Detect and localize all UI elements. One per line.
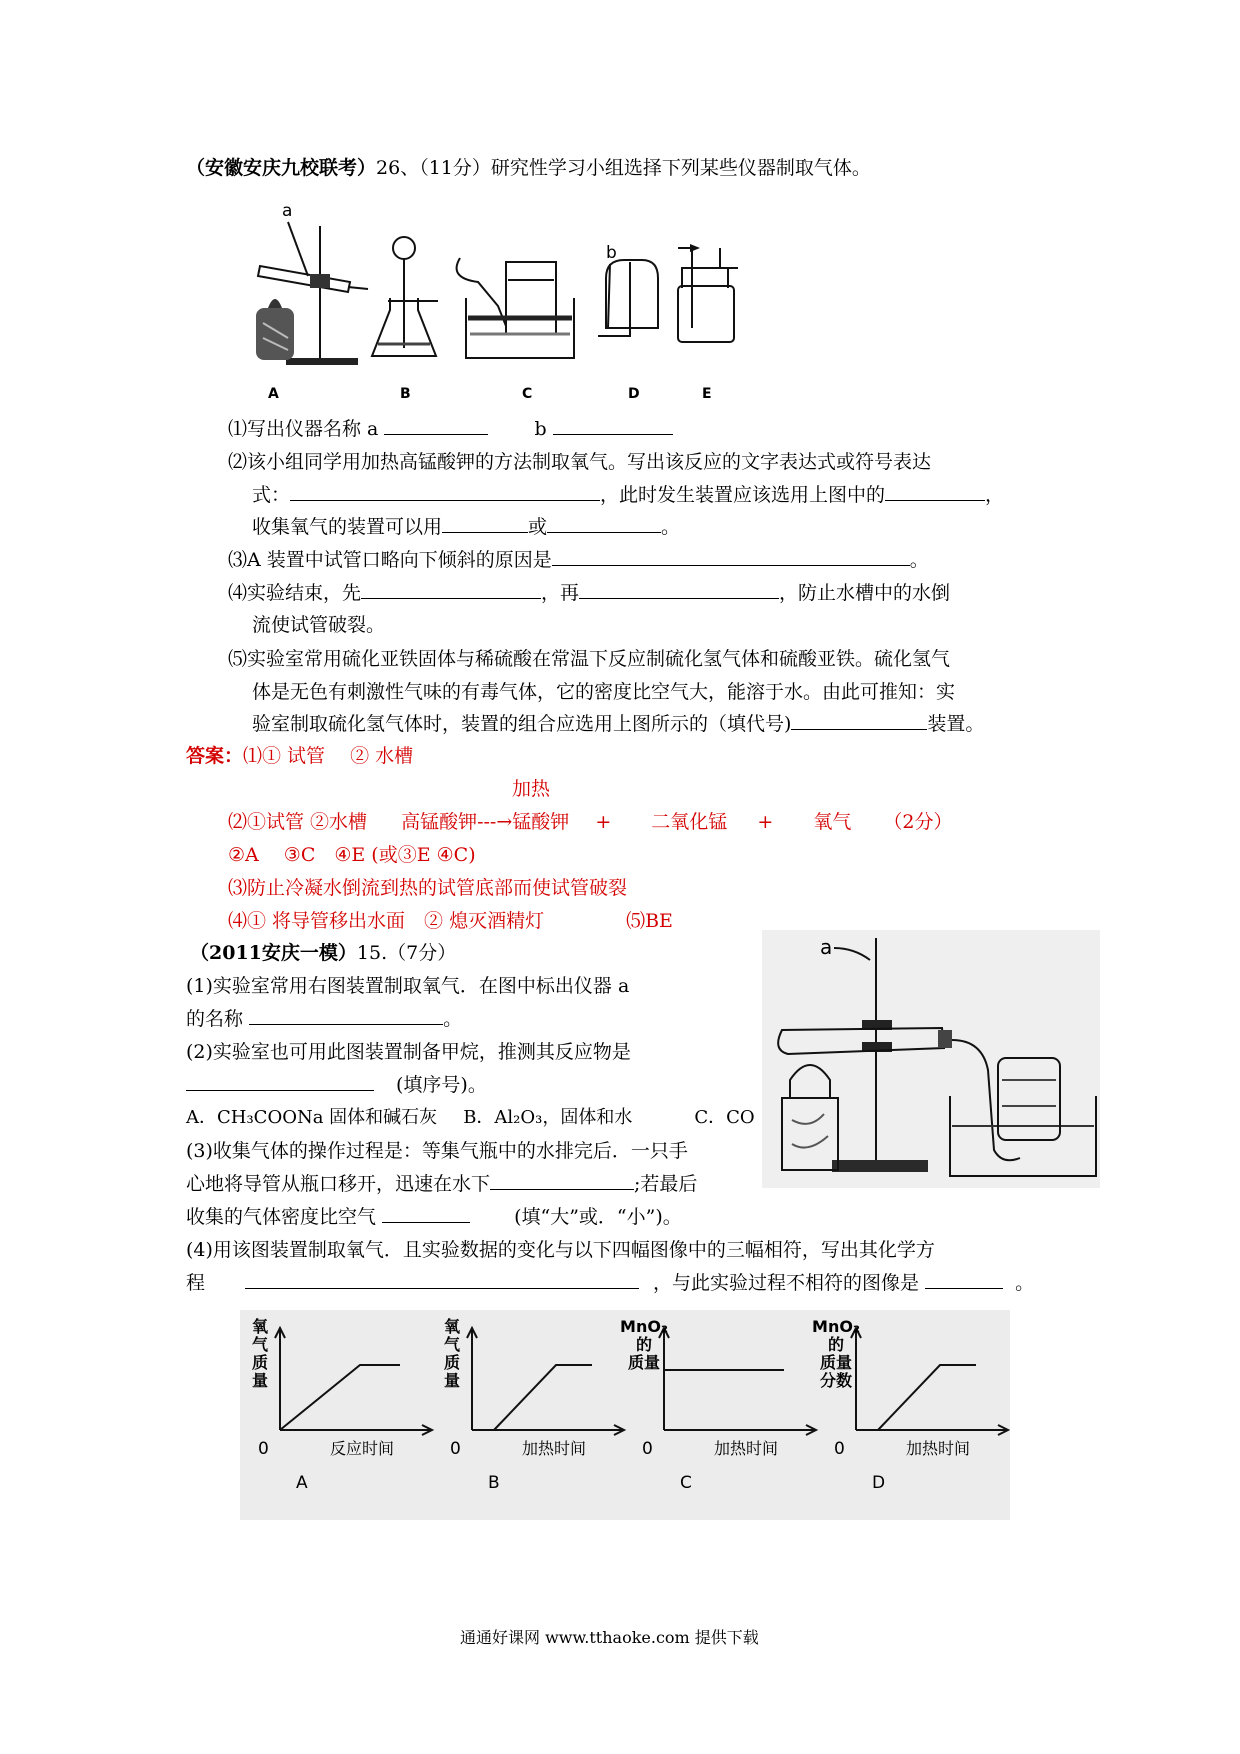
page-footer: 通通好课网 www.tthaoke.com 提供下载 [460, 1628, 759, 1647]
q15-apparatus-figure [762, 930, 1100, 1188]
q15-part3-line3: 收集的气体密度比空气 (填“大”或．“小”)。 [186, 1206, 682, 1228]
blank-first-step[interactable] [361, 580, 541, 599]
blank-b[interactable] [553, 416, 673, 435]
answer-line1: 答案：⑴① 试管 ② 水槽 [186, 745, 414, 767]
option-c: C．CO [694, 1107, 755, 1128]
blank-underwater-step[interactable] [490, 1171, 634, 1190]
apparatus-a [256, 226, 368, 365]
apparatus-c [457, 258, 574, 358]
blank-collect-2[interactable] [547, 514, 661, 533]
q15-header [190, 938, 456, 965]
label-b-pointer [608, 264, 610, 328]
y-label-char: MnO₂ [812, 1317, 860, 1336]
blank-generator[interactable] [885, 482, 985, 501]
blank-instrument-a[interactable] [249, 1006, 443, 1025]
y-label-char: 的 [827, 1335, 845, 1354]
q26-part2-line3: 收集氧气的装置可以用 或 。 [252, 516, 681, 538]
answer-line3: ②A ③C ④E (或③E ④C) [228, 844, 476, 866]
apparatus-b [372, 237, 438, 356]
y-label-char: 质量 [819, 1353, 853, 1372]
q15-label-a: a [820, 935, 833, 959]
q26-label-b: b [606, 243, 617, 263]
apparatus-d [598, 260, 658, 336]
blank-equation[interactable] [290, 482, 600, 501]
q15-options [186, 1103, 755, 1129]
y-label-char: 气 [443, 1335, 461, 1354]
apparatus-label-d: D [628, 386, 640, 402]
origin-label: 0 [450, 1439, 461, 1459]
origin-label: 0 [642, 1439, 653, 1459]
blank-density[interactable] [382, 1204, 470, 1223]
q15-part2-line2: (填序号)。 [186, 1070, 487, 1097]
graph-id-label: A [296, 1473, 308, 1493]
origin-label: 0 [834, 1439, 845, 1459]
q26-part5-line2: 体是无色有刺激性气味的有毒气体，它的密度比空气大，能溶于水。由此可推知：实 [252, 681, 956, 703]
apparatus-label-c: C [522, 386, 533, 402]
y-label-char: 氧 [443, 1317, 461, 1336]
option-a: A．CH₃COONa 固体和碱石灰 [186, 1107, 438, 1128]
apparatus-label-b: B [400, 386, 411, 402]
y-label-char: 质量 [627, 1353, 661, 1372]
q15-part4-line1: (4)用该图装置制取氧气．且实验数据的变化与以下四幅图像中的三幅相符，写出其化学方 [186, 1239, 935, 1261]
q26-part5-line3: 验室制取硫化氢气体时，装置的组合应选用上图所示的（填代号) 装置。 [252, 713, 985, 735]
graph-id-label: C [680, 1473, 692, 1493]
q15-number: 15.（7分） [356, 942, 457, 964]
answer-heat-label: 加热 [512, 778, 551, 800]
blank-reactants[interactable] [186, 1072, 374, 1091]
q15-source: （2011安庆一模） [190, 942, 357, 964]
apparatus-label-e: E [702, 386, 712, 402]
x-axis-label: 加热时间 [906, 1439, 971, 1458]
answer-line5: ⑷① 将导管移出水面 ② 熄灭酒精灯 ⑸BE [228, 910, 673, 932]
blank-chem-equation[interactable] [245, 1270, 639, 1289]
graph-id-label: D [872, 1473, 886, 1493]
answer-label: 答案： [186, 745, 244, 767]
x-axis-label: 加热时间 [522, 1439, 587, 1458]
q26-part3: ⑶A 装置中试管口略向下倾斜的原因是 。 [228, 549, 929, 571]
q26-stem: 研究性学习小组选择下列某些仪器制取气体。 [490, 157, 871, 179]
origin-label: 0 [258, 1439, 269, 1459]
q26-part4-line1: ⑷实验结束，先 ，再 ，防止水槽中的水倒 [228, 582, 951, 604]
q15-part4-line2: 程 ，与此实验过程不相符的图像是 。 [186, 1272, 1035, 1294]
y-label-char: 质 [443, 1353, 461, 1372]
graph-id-label: B [488, 1473, 500, 1493]
blank-reason[interactable] [552, 547, 910, 566]
x-axis-label: 反应时间 [330, 1439, 395, 1458]
y-label-char: 量 [251, 1371, 269, 1390]
y-label-char: 量 [443, 1371, 461, 1390]
y-label-char: MnO₂ [620, 1317, 668, 1336]
q15-part1-line1: (1)实验室常用右图装置制取氧气．在图中标出仪器 a [186, 975, 630, 997]
answer-line2: ⑵①试管 ②水槽 高锰酸钾---→锰酸钾 + 二氧化锰 + 氧气 （2分） [228, 811, 953, 833]
graphs-panel [240, 1310, 1010, 1520]
blank-h2s-devices[interactable] [791, 711, 927, 730]
label-a-pointer [288, 222, 308, 276]
apparatus-label-a: A [268, 386, 279, 402]
apparatus-e [678, 244, 738, 342]
q15-part3-line1: (3)收集气体的操作过程是：等集气瓶中的水排完后．一只手 [186, 1140, 688, 1162]
q26-apparatus-figure [238, 198, 838, 408]
y-label-char: 氧 [251, 1317, 269, 1336]
q26-label-a: a [282, 201, 293, 221]
option-b: B．Al₂O₃，固体和水 [463, 1107, 633, 1128]
q15-part3-line2: 心地将导管从瓶口移开，迅速在水下 ;若最后 [186, 1173, 698, 1195]
blank-a[interactable] [384, 416, 488, 435]
q26-part1: ⑴写出仪器名称 a b [228, 414, 673, 441]
q26-part5-line1: ⑸实验室常用硫化亚铁固体与稀硫酸在常温下反应制硫化氢气体和硫酸亚铁。硫化氢气 [228, 648, 951, 670]
q26-header-line [186, 153, 871, 180]
blank-collect-1[interactable] [442, 514, 528, 533]
q26-points: （11分） [419, 157, 491, 179]
q26-part4-line2: 流使试管破裂。 [252, 614, 386, 636]
y-label-char: 分数 [819, 1371, 853, 1390]
q26-source: （安徽安庆九校联考） [186, 157, 377, 179]
blank-second-step[interactable] [579, 580, 779, 599]
y-label-char: 的 [635, 1335, 653, 1354]
y-label-char: 气 [251, 1335, 269, 1354]
q26-number: 26、 [376, 157, 420, 179]
q26-part2-line2: 式： ，此时发生装置应该选用上图中的 ， [252, 484, 1005, 506]
x-axis-label: 加热时间 [714, 1439, 779, 1458]
q15-part2-line1: (2)实验室也可用此图装置制备甲烷，推测其反应物是 [186, 1041, 631, 1063]
answer-line4: ⑶防止冷凝水倒流到热的试管底部而使试管破裂 [228, 877, 628, 899]
blank-mismatch-graph[interactable] [925, 1270, 1003, 1289]
y-label-char: 质 [251, 1353, 269, 1372]
q26-part2-line1: ⑵该小组同学用加热高锰酸钾的方法制取氧气。写出该反应的文字表达式或符号表达 [228, 451, 932, 473]
q15-part1-line2: 的名称 。 [186, 1008, 463, 1030]
